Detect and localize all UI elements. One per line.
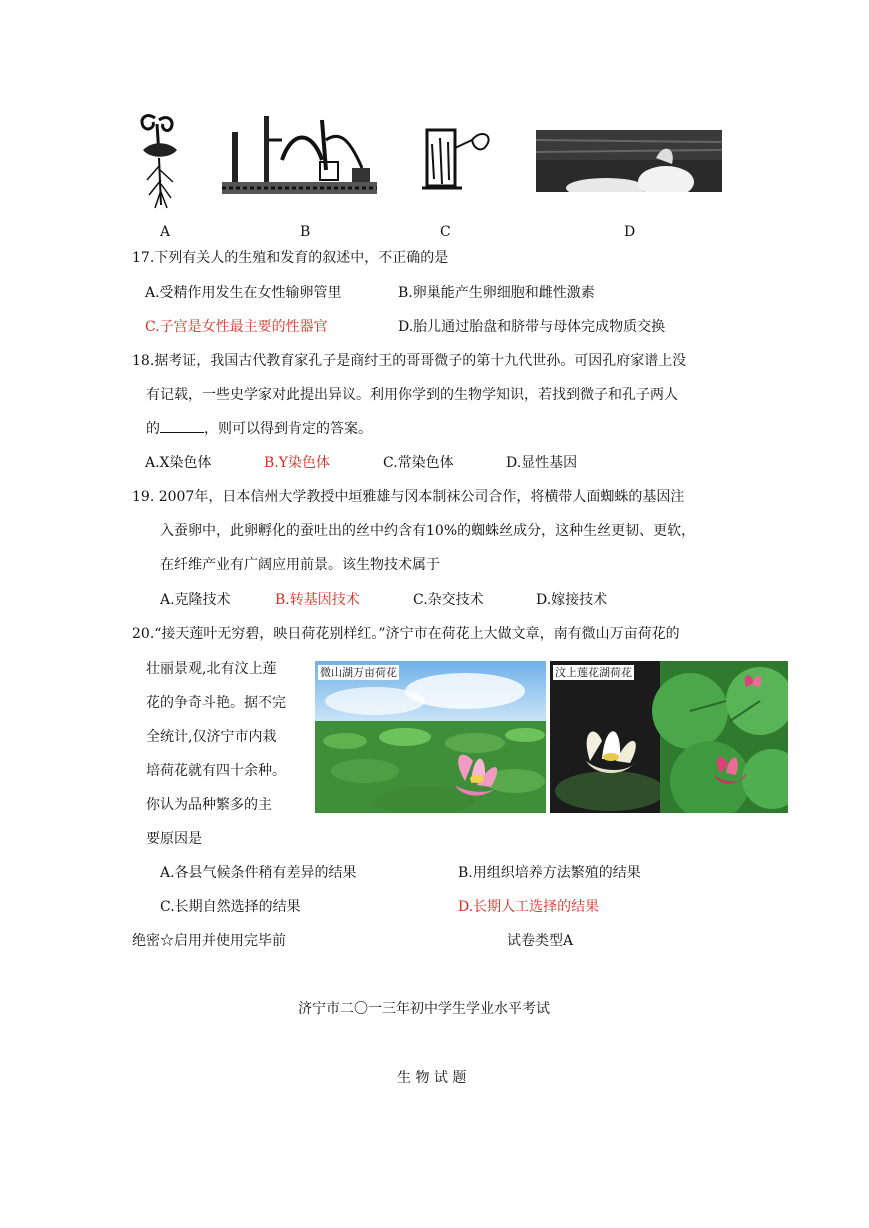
subject-title: 生 物 试 题 [397,1070,467,1086]
q20-option-d: D.长期人工选择的结果 [458,899,600,915]
q19-option-d: D.嫁接技术 [536,592,608,608]
figure-c-grafting [422,124,497,196]
q20-option-c: C.长期自然选择的结果 [160,899,301,915]
q20-line-1: 20.“接天莲叶无穷碧，映日荷花别样红。”济宁市在荷花上大做文章，南有微山万亩荷花的 [132,626,680,642]
figure-d-photo [536,130,722,202]
paper-type: 试卷类型A [507,933,574,949]
q20-option-b: B.用组织培养方法繁殖的结果 [458,865,641,881]
figure-label-d: D [624,224,636,240]
q18-option-d: D.显性基因 [506,455,578,471]
q18-line-1: 18.据考证，我国古代教育家孔子是商纣王的哥哥微子的第十九代世孙。可因孔府家谱上没 [132,353,687,369]
q18-option-b: B.Y染色体 [264,455,330,471]
q20-side-line: 要原因是 [146,831,202,847]
figure-b-apparatus [222,110,377,202]
q17-option-c: C.子宫是女性最主要的性器官 [145,319,328,335]
q20-option-a: A.各县气候条件稍有差异的结果 [160,865,357,881]
q18-line-2: 有记载，一些史学家对此提出异议。利用你学到的生物学知识，若找到微子和孔子两人 [146,387,678,403]
weishan-lotus-photo [315,661,546,813]
q18-option-a: A.X染色体 [145,455,212,471]
figure-label-b: B [300,224,311,240]
q18-line-3-pre: 的 [146,421,160,437]
q19-line-2: 入蚕卵中，此卵孵化的蚕吐出的丝中约含有10%的蜘蛛丝成分，这种生丝更韧、更软， [160,523,696,539]
q19-line-1: 19. 2007年，日本信州大学教授中垣雅雄与冈本制袜公司合作，将横带人面蜘蛛的基因注 [132,489,685,505]
wenshang-photo-label: 汶上莲花湖荷花 [555,666,632,679]
figure-a-plant-roots [135,110,195,215]
q18-line-3-post: ，则可以得到肯定的答案。 [204,421,372,437]
q19-line-3: 在纤维产业有广阔应用前景。该生物技术属于 [160,557,440,573]
q20-side-line: 全统计,仅济宁市内栽 [146,729,277,745]
q19-option-a: A.克隆技术 [160,592,231,608]
figure-label-c: C [440,224,451,240]
q19-option-b: B.转基因技术 [275,592,360,608]
secrecy-notice: 绝密☆启用并使用完毕前 [132,933,286,949]
q20-side-line: 培荷花就有四十余种。 [146,763,286,779]
q18-answer-blank [160,420,204,433]
q17-option-a: A.受精作用发生在女性输卵管里 [145,285,342,301]
q17-option-b: B.卵巢能产生卵细胞和雌性激素 [398,285,595,301]
q17-option-d: D.胎儿通过胎盘和脐带与母体完成物质交换 [398,319,666,335]
wenshang-lotus-photo [550,661,788,813]
q19-option-c: C.杂交技术 [413,592,484,608]
q20-side-line: 壮丽景观,北有汶上莲 [146,661,277,677]
q18-line-3 [146,420,372,438]
q18-option-c: C.常染色体 [383,455,454,471]
figure-label-a: A [160,224,171,240]
exam-title: 济宁市二〇一三年初中学生学业水平考试 [298,1001,550,1017]
weishan-photo-label: 微山湖万亩荷花 [320,666,397,679]
q20-side-line: 你认为品种繁多的主 [146,797,272,813]
q17-stem: 17.下列有关人的生殖和发育的叙述中，不正确的是 [132,250,449,266]
q20-side-line: 花的争奇斗艳。据不完 [146,695,286,711]
